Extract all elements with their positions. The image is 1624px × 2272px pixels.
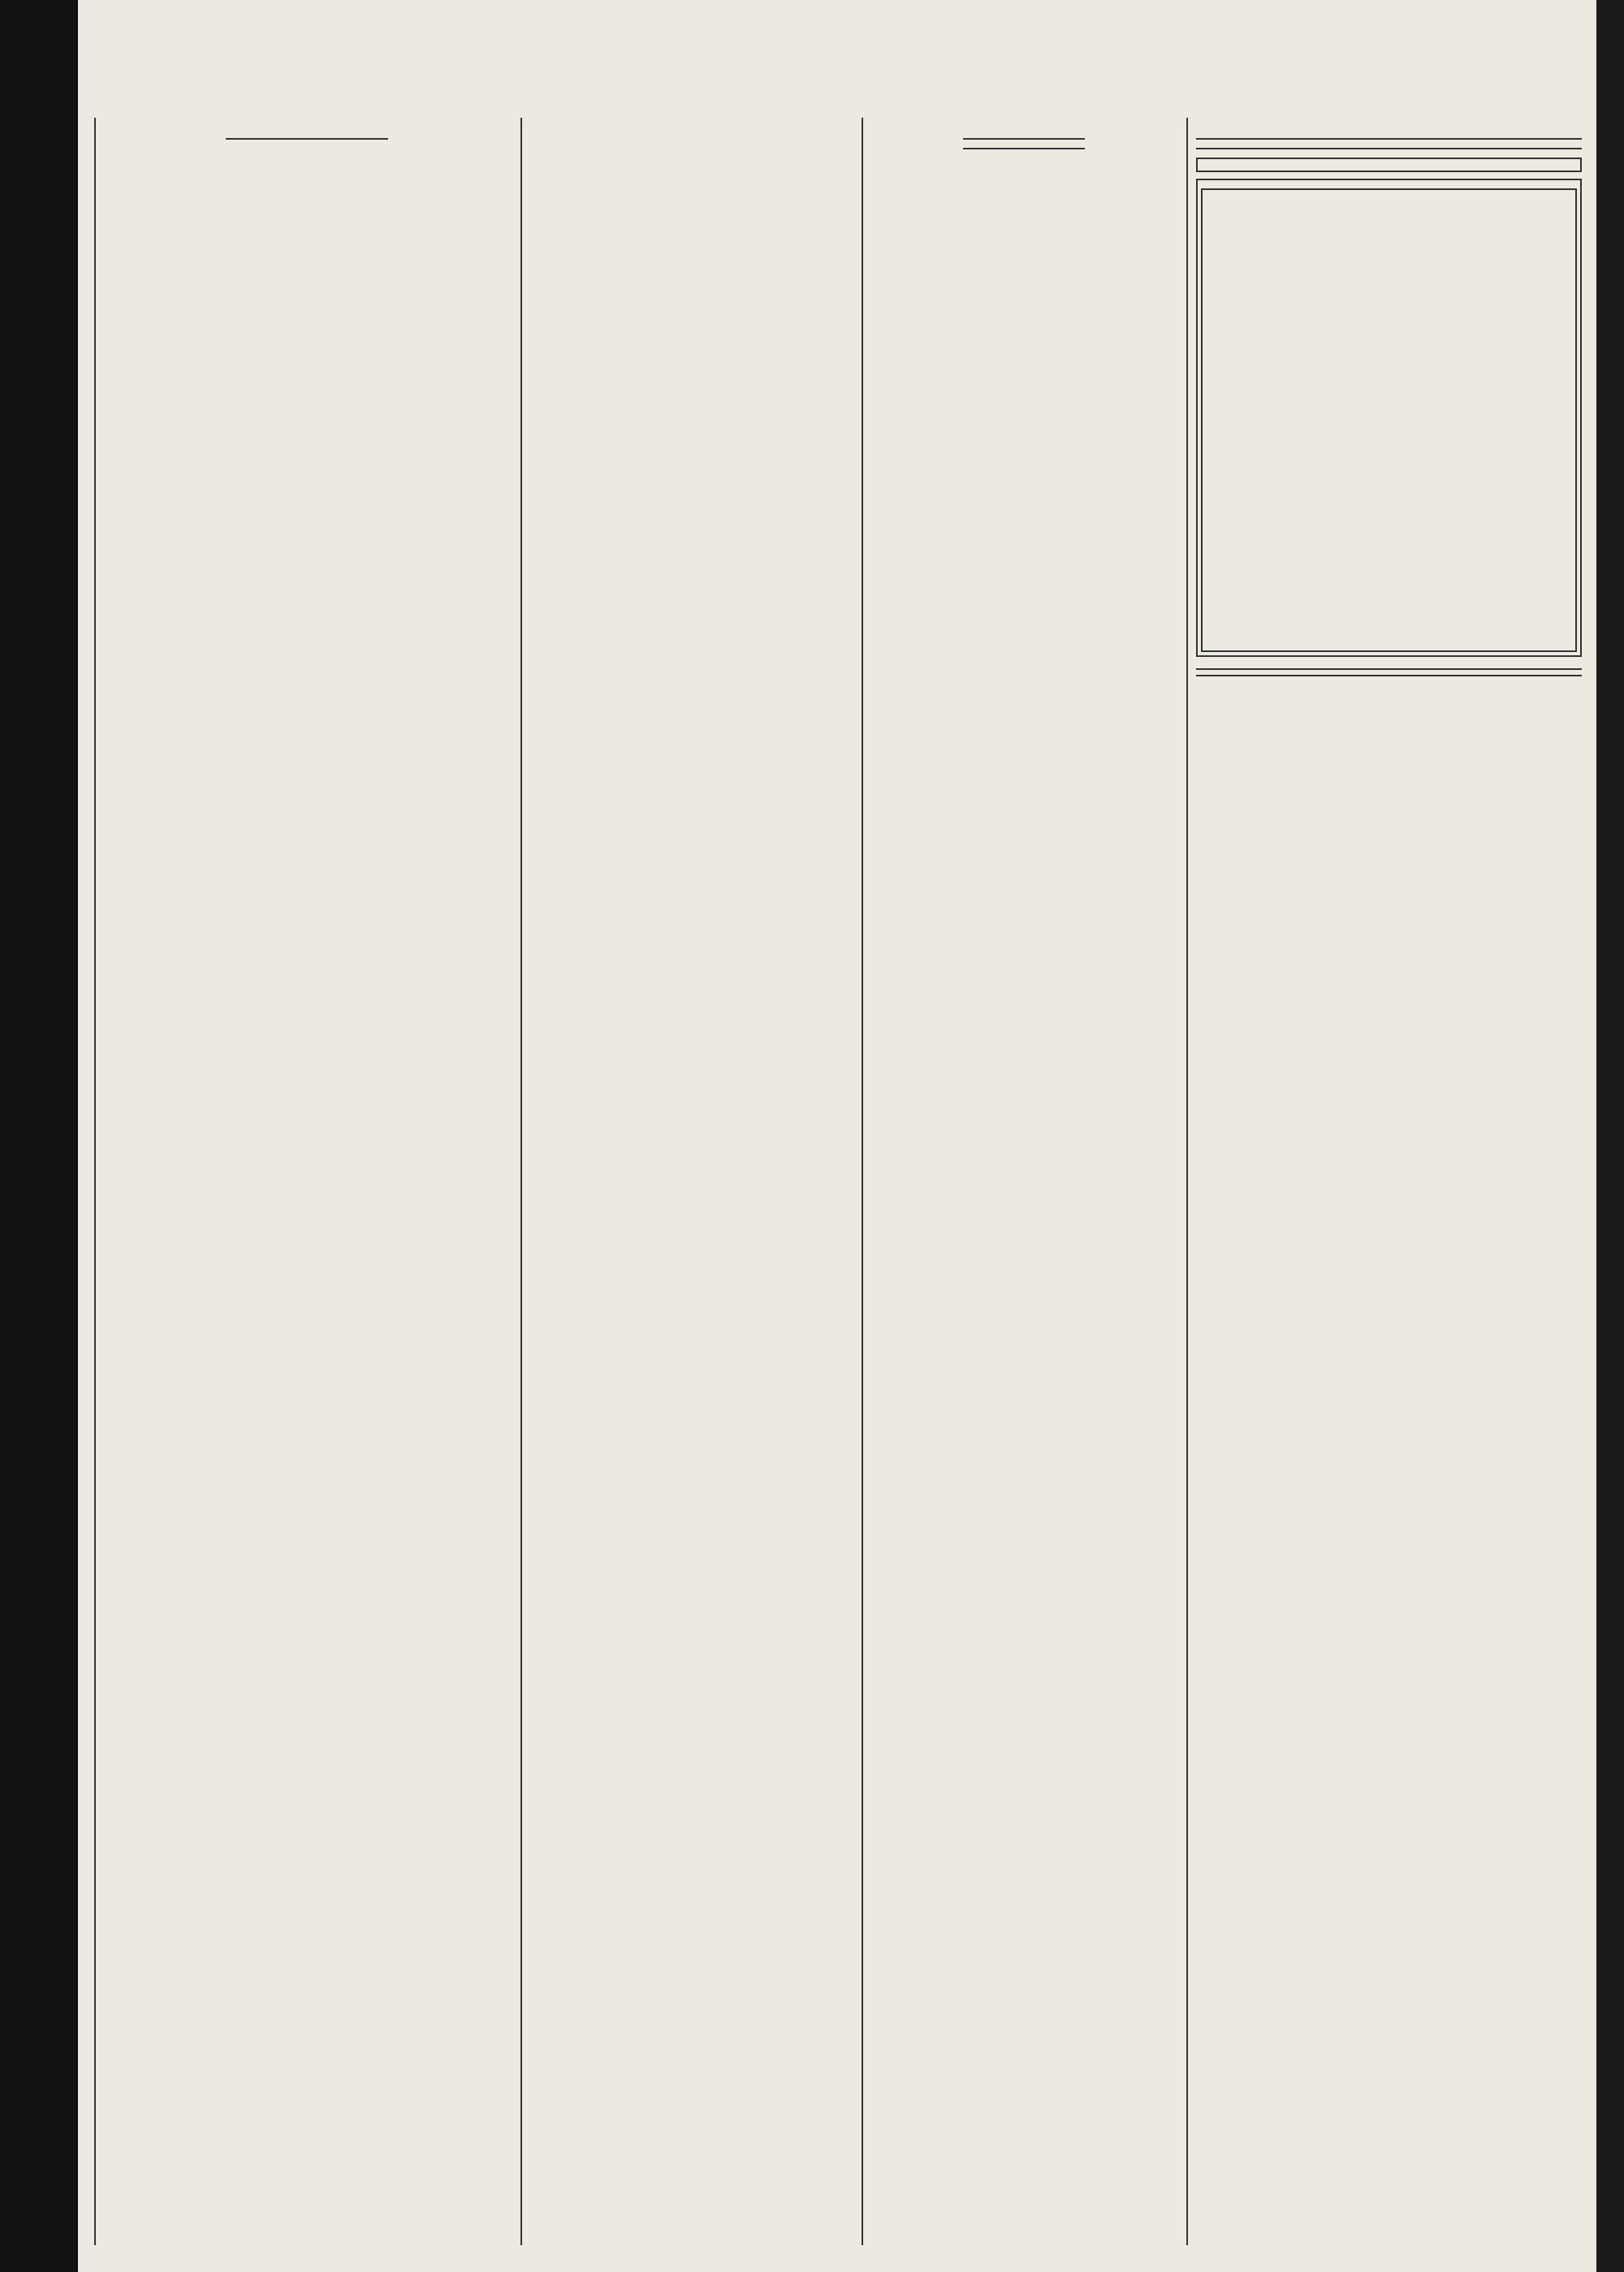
column-rule: [862, 118, 863, 2245]
column-4: [1196, 130, 1582, 2241]
divider: [963, 138, 1085, 140]
divider: [226, 138, 388, 140]
divider: [1196, 668, 1582, 670]
divider: [1196, 148, 1582, 149]
divider: [963, 148, 1085, 149]
divider: [1196, 675, 1582, 676]
column-rule: [94, 118, 96, 2245]
newspaper-page: [78, 0, 1596, 2272]
binding-edge: [0, 0, 78, 2272]
column-3: [871, 130, 1177, 2241]
column-2: [530, 130, 852, 2241]
barometer-graph: [1203, 190, 1576, 645]
weather-station-box: [1196, 179, 1582, 657]
previous-page-strip: [0, 122, 73, 1600]
barometer-chart: [1201, 188, 1577, 652]
column-rule: [520, 118, 522, 2245]
divider: [1196, 138, 1582, 140]
column-1: [104, 130, 510, 2241]
advertisement-wybert: [1196, 158, 1582, 172]
column-rule: [1186, 118, 1188, 2245]
